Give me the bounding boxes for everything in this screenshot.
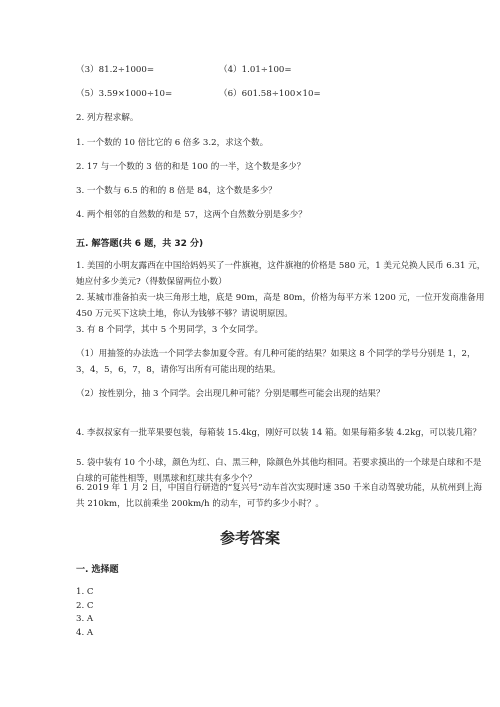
answer-item: 4. A (76, 628, 94, 638)
answers-section-heading: 一. 选择题 (76, 565, 119, 575)
word-problem-1: 1. 美国的小明友露西在中国给妈妈买了一件旗袍，这件旗袍的价格是 580 元，1 美元兑换人民币 6.31 元，她应付多少美元?（得数保留两位小数） (76, 261, 486, 287)
calc-item-3: （3）81.2÷1000= (76, 65, 155, 75)
word-problem-2: 2. 某城市准备拍卖一块三角形土地，底是 90m，高是 80m，价格为每平方米 1200 元，一位开发商准备用 450 万元买下这块土地，你认为钱够不够？请说明原因。 (76, 293, 485, 319)
equation-question: 1. 一个数的 10 倍比它的 6 倍多 3.2，求这个数。 (76, 138, 269, 148)
word-problem-6: 6. 2019 年 1 月 2 日，中国自行研造的“复兴号”动车首次实现时速 350 千米自动驾驶功能，从杭州到上海共 210km，比以前乘坐 200km/h 的动车，可节约多少小时？。 (76, 483, 483, 509)
word-problem-3-part-2: （2）按性别分，抽 3 个同学。会出现几种可能？分别是哪些可能会出现的结果？ (76, 389, 385, 399)
word-problem-5: 5. 袋中装有 10 个小球，颜色为红、白、黑三种，除颜色外其他均相同。若要求摸出的一个球是白球和不是白球的可能性相等，则黑球和红球共有多少个？ (76, 458, 482, 484)
equation-question: 4. 两个相邻的自然数的和是 57，这两个自然数分别是多少？ (76, 210, 307, 220)
section-heading-word-problems: 五. 解答题(共 6 题，共 32 分) (76, 239, 204, 249)
equations-heading: 2. 列方程求解。 (76, 113, 139, 123)
calc-item-4: （4）1.01÷100= (219, 65, 292, 75)
word-problem-3: 3. 有 8 个同学，其中 5 个男同学，3 个女同学。 (76, 325, 264, 335)
word-problem-4: 4. 李叔叔家有一批苹果要包装，每箱装 15.4kg，刚好可以装 14 箱。如果每箱多装 4.2kg，可以装几箱？ (76, 428, 481, 438)
answer-item: 2. C (76, 601, 94, 611)
answer-item: 1. C (76, 587, 94, 597)
answers-title: 参考答案 (219, 529, 280, 547)
equation-question: 3. 一个数与 6.5 的和的 8 倍是 84，这个数是多少？ (76, 186, 277, 196)
calc-item-6: （6）601.58÷100×10= (219, 89, 321, 99)
equation-question: 2. 17 与一个数的 3 倍的和是 100 的一半，这个数是多少？ (76, 162, 306, 172)
answer-item: 3. A (76, 614, 94, 624)
word-problem-3-part-1: （1）用抽签的办法选一个同学去参加夏令营。有几种可能的结果？如果这 8 个同学的学号分别是 1，2，3，4，5，6，7，8，请你写出所有可能出现的结果。 (76, 349, 476, 375)
calc-item-5: （5）3.59×1000÷10= (76, 89, 173, 99)
